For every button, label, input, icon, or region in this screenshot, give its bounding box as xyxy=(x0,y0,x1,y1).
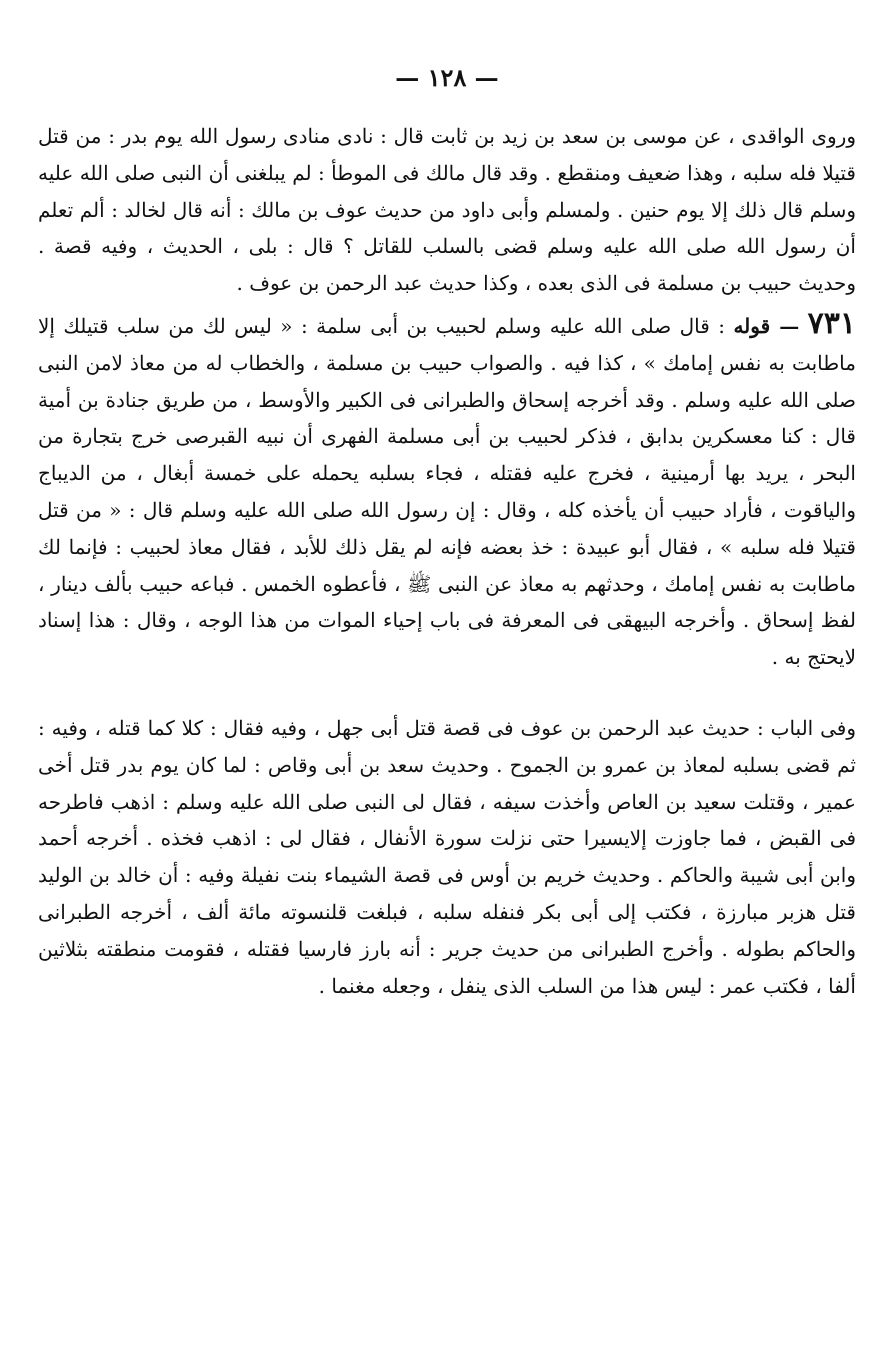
paragraph-1 xyxy=(38,118,856,302)
book-page xyxy=(38,60,856,1004)
paragraph-2 xyxy=(38,306,856,676)
item-label: — قوله xyxy=(733,313,800,338)
page-number: — ١٢٨ — xyxy=(395,63,499,92)
paragraph-text: وفى الباب : حديث عبد الرحمن بن عوف فى قصة قتل أبى جهل ، وفيه فقال : كلا كما قتله ، وفيه : ثم قضى بسلبه لمعاذ بن عمرو بن الجموح . وحديث سعد بن أبى وقاص : لما كان يوم بدر قتل أخى عمير ، وقتلت سعيد بن العاص وأخذت سيفه ، فقال لى النبى صلى الله عليه وسلم : اذهب فاطرحه فى القبض ، فما جاوزت إلايسيرا حتى نزلت سورة الأنفال ، فقال لى : اذهب فخذه . أخرجه أحمد وابن أبى شيبة والحاكم . وحديث خريم بن أوس فى قصة الشيماء بنت نفيلة وفيه : أن خالد بن الوليد قتل هزبر مبارزة ، فكتب إلى أبى بكر فنفله سلبه ، فبلغت قلنسوته مائة ألف ، أخرجه الطبرانى والحاكم بطوله . وأخرج الطبرانى من حديث جرير : أنه بارز فارسيا فقتله ، فقومت منطقته بثلاثين ألفا ، فكتب عمر : ليس هذا من السلب الذى ينفل ، وجعله مغنما . xyxy=(38,715,856,998)
paragraph-text: : قال صلى الله عليه وسلم لحبيب بن أبى سلمة : « ليس لك من سلب قتيلك إلا ماطابت به نفس إمامك » ، كذا فيه . والصواب حبيب بن مسلمة ، والخطاب له من معاذ لامن النبى صلى الله عليه وسلم . وقد أخرجه إسحاق والطبرانى فى الكبير والأوسط ، من طريق جنادة بن أمية قال : كنا معسكرين بدابق ، فذكر لحبيب بن أبى مسلمة الفهرى أن نبيه القبرصى خرج بتجارة من البحر ، يريد بها أرمينية ، فخرج عليه فقتله ، فجاء بسلبه يحمله على خمسة أبغال ، من الديباج والياقوت ، فأراد حبيب أن يأخذه كله ، وقال : إن رسول الله صلى الله عليه وسلم قال : « من قتل قتيلا فله سلبه » ، فقال أبو عبيدة : خذ بعضه فإنه لم يقل ذلك للأبد ، فقال معاذ لحبيب : فإنما لك ماطابت به نفس إمامك ، وحدثهم به معاذ عن النبى ﷺ ، فأعطوه الخمس . فباعه حبيب بألف دينار ، لفظ إسحاق . وأخرجه البيهقى فى المعرفة فى باب إحياء الموات من هذا الوجه ، وقال : هذا إسناد لايحتج به . xyxy=(38,313,856,670)
paragraph-text: وروى الواقدى ، عن موسى بن سعد بن زيد بن ثابت قال : نادى منادى رسول الله يوم بدر : من قتل قتيلا فله سلبه ، وهذا ضعيف ومنقطع . وقد قال مالك فى الموطأ : لم يبلغنى أن النبى صلى الله عليه وسلم قال ذلك إلا يوم حنين . ولمسلم وأبى داود من حديث عوف بن مالك : أنه قال لخالد : ألم تعلم أن رسول الله صلى الله عليه وسلم قضى بالسلب للقاتل ؟ قال : بلى ، الحديث ، وفيه قصة . وحديث حبيب بن مسلمة فى الذى بعده ، وكذا حديث عبد الرحمن بن عوف . xyxy=(38,124,856,296)
item-number: ٧٣١ xyxy=(807,305,857,341)
paragraph-3 xyxy=(38,710,856,1004)
